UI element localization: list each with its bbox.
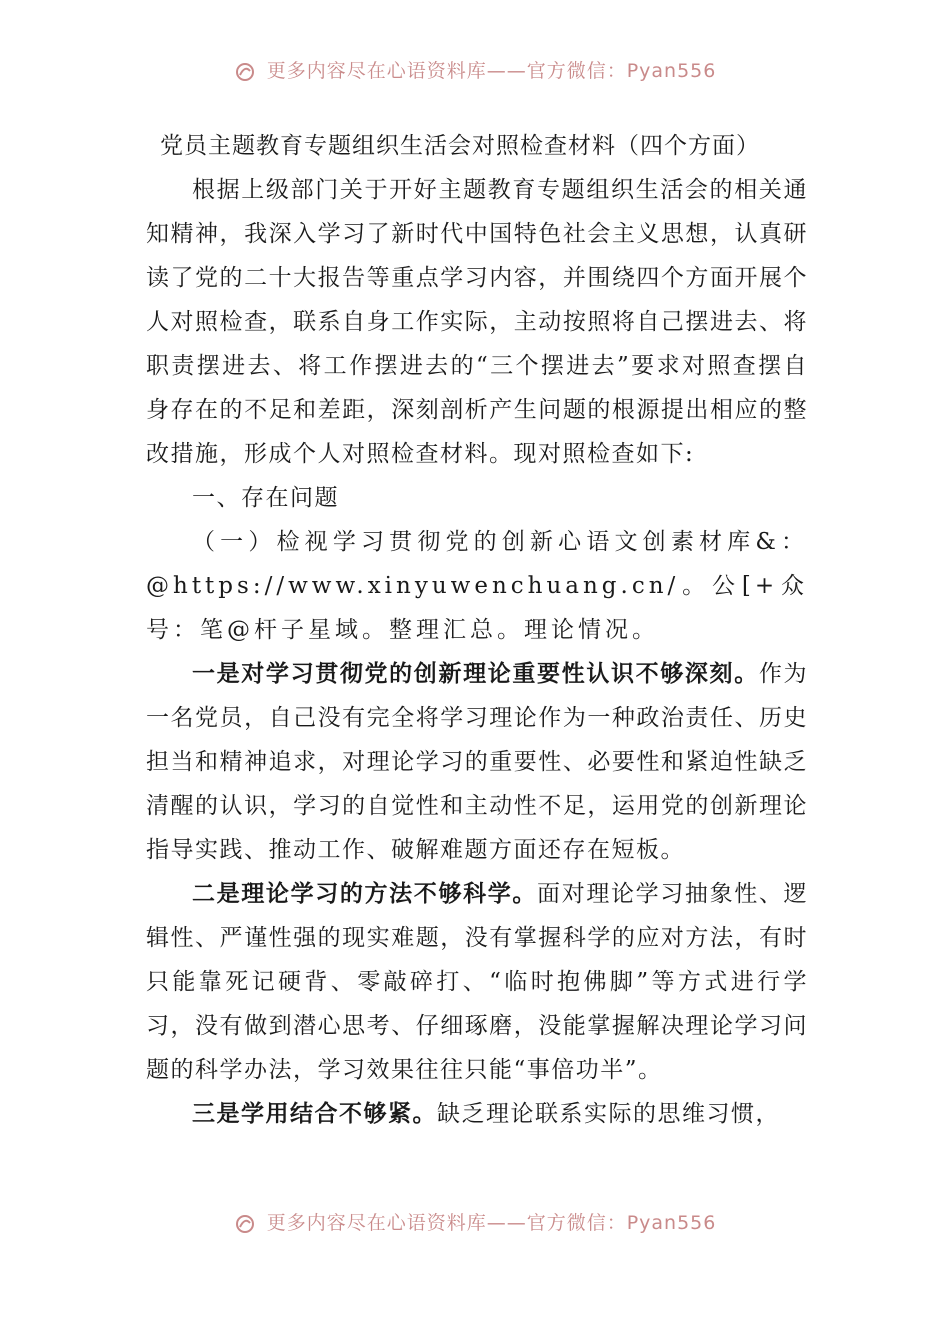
item-paragraph-2 xyxy=(146,872,808,1092)
item-text-2: 面对理论学习抽象性、逻辑性、严谨性强的现实难题，没有掌握科学的应对方法，有时只能靠死记硬背、零敲碎打、“临时抱佛脚”等方式进行学习，没有做到潜心思考、仔细琢磨，没能掌握解决理论学习问题的科学办法，学习效果往往只能“事倍功半”。 xyxy=(146,881,809,1083)
document-body xyxy=(146,124,808,1136)
intro-paragraph: 根据上级部门关于开好主题教育专题组织生活会的相关通知精神，我深入学习了新时代中国特色社会主义思想，认真研读了党的二十大报告等重点学习内容，并围绕四个方面开展个人对照检查，联系自身工作实际，主动按照将自己摆进去、将职责摆进去、将工作摆进去的“三个摆进去”要求对照查摆自身存在的不足和差距，深刻剖析产生问题的根源提出相应的整改措施，形成个人对照检查材料。现对照检查如下: xyxy=(146,177,808,467)
subsection-heading: （一）检视学习贯彻党的创新心语文创素材库&：@https://www.xinyuwenchuang.cn/。公[+众号：笔@杆子星域。整理汇总。理论情况。 xyxy=(146,529,808,643)
section-heading: 一、存在问题 xyxy=(192,485,339,511)
item-text-1: 作为一名党员，自己没有完全将学习理论作为一种政治责任、历史担当和精神追求，对理论学习的重要性、必要性和紧迫性缺乏清醒的认识，学习的自觉性和主动性不足，运用党的创新理论指导实践、推动工作、破解难题方面还存在短板。 xyxy=(146,661,809,863)
item-paragraph-3 xyxy=(146,1092,808,1136)
header-watermark-text: 更多内容尽在心语资料库——官方微信：Pyan556 xyxy=(266,60,717,82)
item-lead-2: 二是理论学习的方法不够科学。 xyxy=(192,880,538,907)
footer-watermark-text: 更多内容尽在心语资料库——官方微信：Pyan556 xyxy=(266,1212,717,1234)
item-lead-3: 三是学用结合不够紧。 xyxy=(192,1100,437,1127)
brand-logo-icon xyxy=(234,61,256,83)
item-paragraph-1 xyxy=(146,652,808,872)
header-watermark-banner xyxy=(0,56,950,86)
item-lead-1: 一是对学习贯彻党的创新理论重要性认识不够深刻。 xyxy=(192,660,759,687)
item-text-3: 缺乏理论联系实际的思维习惯， xyxy=(437,1101,780,1127)
brand-logo-icon xyxy=(234,1213,256,1235)
footer-watermark-banner xyxy=(0,1208,950,1238)
document-title: 党员主题教育专题组织生活会对照检查材料（四个方面） xyxy=(160,133,760,159)
